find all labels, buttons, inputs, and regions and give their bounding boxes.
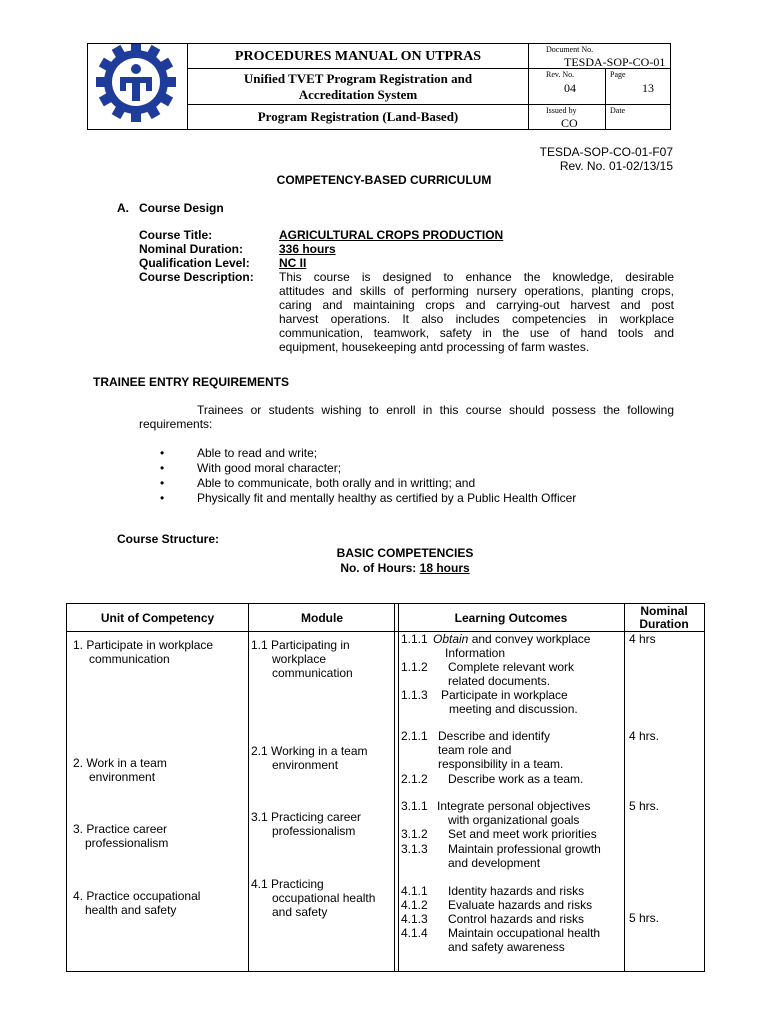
logo-cell — [88, 44, 188, 129]
outcome-text: Complete relevant work — [448, 660, 575, 674]
outcome-number: 1.1.3 — [401, 688, 428, 702]
table-divider — [398, 604, 399, 971]
module-cell: workplace — [272, 652, 327, 666]
unit-cell: health and safety — [85, 903, 177, 917]
header-divider — [528, 44, 529, 129]
outcome-text: Integrate personal objectives — [437, 799, 591, 813]
document-no-value: TESDA-SOP-CO-01 — [564, 55, 666, 69]
course-title-value: AGRICULTURAL CROPS PRODUCTION — [279, 228, 504, 242]
module-cell: 1.1 Participating in — [251, 638, 350, 652]
rev-no-value: 04 — [564, 81, 576, 95]
requirement-item: Physically fit and mentally healthy as certified by a Public Health Officer — [197, 491, 577, 505]
module-cell: occupational health — [272, 891, 376, 905]
course-description-line: caring and maintaining crops and carrying-out harvest and post — [279, 298, 674, 312]
outcome-text: Maintain professional growth — [448, 842, 601, 856]
nominal-duration-label: Nominal Duration: — [139, 242, 243, 256]
module-cell: and safety — [272, 905, 328, 919]
tesda-logo — [88, 44, 188, 129]
entry-requirements-intro: Trainees or students wishing to enroll in this course should possess the following — [197, 403, 674, 417]
course-structure-heading: Course Structure: — [117, 532, 220, 546]
outcome-text: Information — [445, 646, 506, 660]
unit-cell: 1. Participate in workplace — [73, 638, 214, 652]
outcome-text: meeting and discussion. — [449, 702, 578, 716]
col-header-module: Module — [301, 611, 343, 625]
competency-table — [66, 603, 705, 972]
bullet-icon: • — [160, 476, 165, 490]
outcome-number: 3.1.2 — [401, 827, 428, 841]
manual-title: PROCEDURES MANUAL ON UTPRAS — [234, 49, 482, 64]
course-description-line: equipment, housekeeping antd processing of farm wastes. — [279, 340, 590, 354]
basic-competencies-title: BASIC COMPETENCIES — [336, 546, 474, 560]
outcome-text: and safety awareness — [448, 940, 565, 954]
course-description-line: communication, teamwork, safety in the use of hand tools and — [279, 326, 674, 340]
module-cell: 4.1 Practicing — [251, 877, 324, 891]
unit-cell: professionalism — [85, 836, 169, 850]
outcome-text: responsibility in a team. — [438, 757, 564, 771]
rev-no-label: Rev. No. — [546, 70, 575, 79]
outcome-text: Participate in workplace — [441, 688, 568, 702]
unit-cell: communication — [89, 652, 170, 666]
system-title-line2: Accreditation System — [298, 87, 418, 102]
page-value: 13 — [642, 81, 654, 95]
table-divider — [394, 604, 395, 971]
module-cell: professionalism — [272, 824, 356, 838]
module-cell: environment — [272, 758, 339, 772]
unit-cell: 3. Practice career — [73, 822, 168, 836]
bullet-icon: • — [160, 446, 165, 460]
section-title: Program Registration (Land-Based) — [257, 109, 459, 124]
col-header-unit: Unit of Competency — [100, 611, 215, 625]
outcome-text: team role and — [438, 743, 512, 757]
entry-requirements-intro-cont: requirements: — [139, 417, 213, 431]
qualification-level-label: Qualification Level: — [139, 256, 250, 270]
module-cell: 3.1 Practicing career — [251, 810, 362, 824]
outcome-number: 4.1.2 — [401, 898, 428, 912]
hours-value: 18 hours — [419, 561, 470, 575]
outcome-text — [433, 632, 590, 646]
module-cell: communication — [272, 666, 353, 680]
unit-cell: 2. Work in a team — [73, 756, 167, 770]
duration-cell: 5 hrs. — [629, 799, 660, 813]
outcome-text: Evaluate hazards and risks — [448, 898, 593, 912]
requirement-item: With good moral character; — [197, 461, 342, 475]
course-design-heading: A. Course Design — [117, 201, 224, 215]
requirement-item: Able to communicate, both orally and in writting; and — [197, 476, 476, 490]
outcome-number: 3.1.3 — [401, 842, 428, 856]
duration-cell: 4 hrs. — [629, 729, 660, 743]
outcome-number: 1.1.1 — [401, 632, 428, 646]
table-divider — [624, 604, 625, 971]
date-label: Date — [610, 106, 626, 115]
page-label: Page — [610, 70, 626, 79]
outcome-text: related documents. — [448, 674, 551, 688]
outcome-number: 1.1.2 — [401, 660, 428, 674]
issued-by-label: Issued by — [546, 106, 577, 115]
entry-requirements-heading: TRAINEE ENTRY REQUIREMENTS — [93, 375, 290, 389]
outcome-emphasis: Obtain — [433, 632, 469, 646]
system-title-line1: Unified TVET Program Registration and — [243, 71, 473, 86]
header-rule — [188, 104, 670, 105]
document-header — [87, 43, 671, 130]
outcome-text: and development — [448, 856, 541, 870]
outcome-text: Control hazards and risks — [448, 912, 585, 926]
outcome-number: 2.1.2 — [401, 772, 428, 786]
document-title: COMPETENCY-BASED CURRICULUM — [276, 173, 492, 187]
issued-by-value: CO — [561, 116, 578, 130]
outcome-text: Identity hazards and risks — [448, 884, 585, 898]
form-code: TESDA-SOP-CO-01-F07 — [539, 145, 673, 159]
outcome-number: 2.1.1 — [401, 729, 428, 743]
requirement-item: Able to read and write; — [197, 446, 318, 460]
hours-label: No. of Hours: — [340, 561, 417, 575]
course-description-label: Course Description: — [139, 270, 254, 284]
duration-cell: 4 hrs — [629, 632, 656, 646]
unit-cell: environment — [89, 770, 156, 784]
duration-cell: 5 hrs. — [629, 911, 660, 925]
outcome-text: Describe work as a team. — [448, 772, 584, 786]
outcome-text: Set and meet work priorities — [448, 827, 597, 841]
course-description-line: This course is designed to enhance the knowledge, desirable — [279, 270, 674, 284]
col-header-nominal: Nominal — [640, 604, 688, 618]
bullet-icon: • — [160, 491, 165, 505]
outcome-text: Describe and identify — [438, 729, 551, 743]
table-divider — [248, 604, 249, 971]
course-description-line: attitudes and skills of performing nursery operations, planting crops, — [279, 284, 674, 298]
nominal-duration-value: 336 hours — [279, 242, 336, 256]
unit-cell: 4. Practice occupational — [73, 889, 201, 903]
outcome-number: 4.1.3 — [401, 912, 428, 926]
outcome-number: 3.1.1 — [401, 799, 428, 813]
outcome-text-rest: and convey workplace — [468, 632, 591, 646]
col-header-outcomes: Learning Outcomes — [454, 611, 568, 625]
qualification-level-value: NC II — [279, 256, 307, 270]
document-no-label: Document No. — [546, 45, 594, 54]
outcome-text: Maintain occupational health — [448, 926, 601, 940]
outcome-number: 4.1.1 — [401, 884, 428, 898]
form-revision: Rev. No. 01-02/13/15 — [559, 159, 673, 173]
header-divider — [605, 68, 606, 129]
col-header-duration: Duration — [639, 617, 689, 631]
course-description-line: harvest operations. It also includes competencies in workplace — [279, 312, 674, 326]
course-title-label: Course Title: — [139, 228, 213, 242]
bullet-icon: • — [160, 461, 165, 475]
outcome-number: 4.1.4 — [401, 926, 428, 940]
outcome-text: with organizational goals — [448, 813, 580, 827]
table-header-rule — [67, 631, 704, 632]
hours-line — [0, 561, 768, 575]
module-cell: 2.1 Working in a team — [251, 744, 368, 758]
